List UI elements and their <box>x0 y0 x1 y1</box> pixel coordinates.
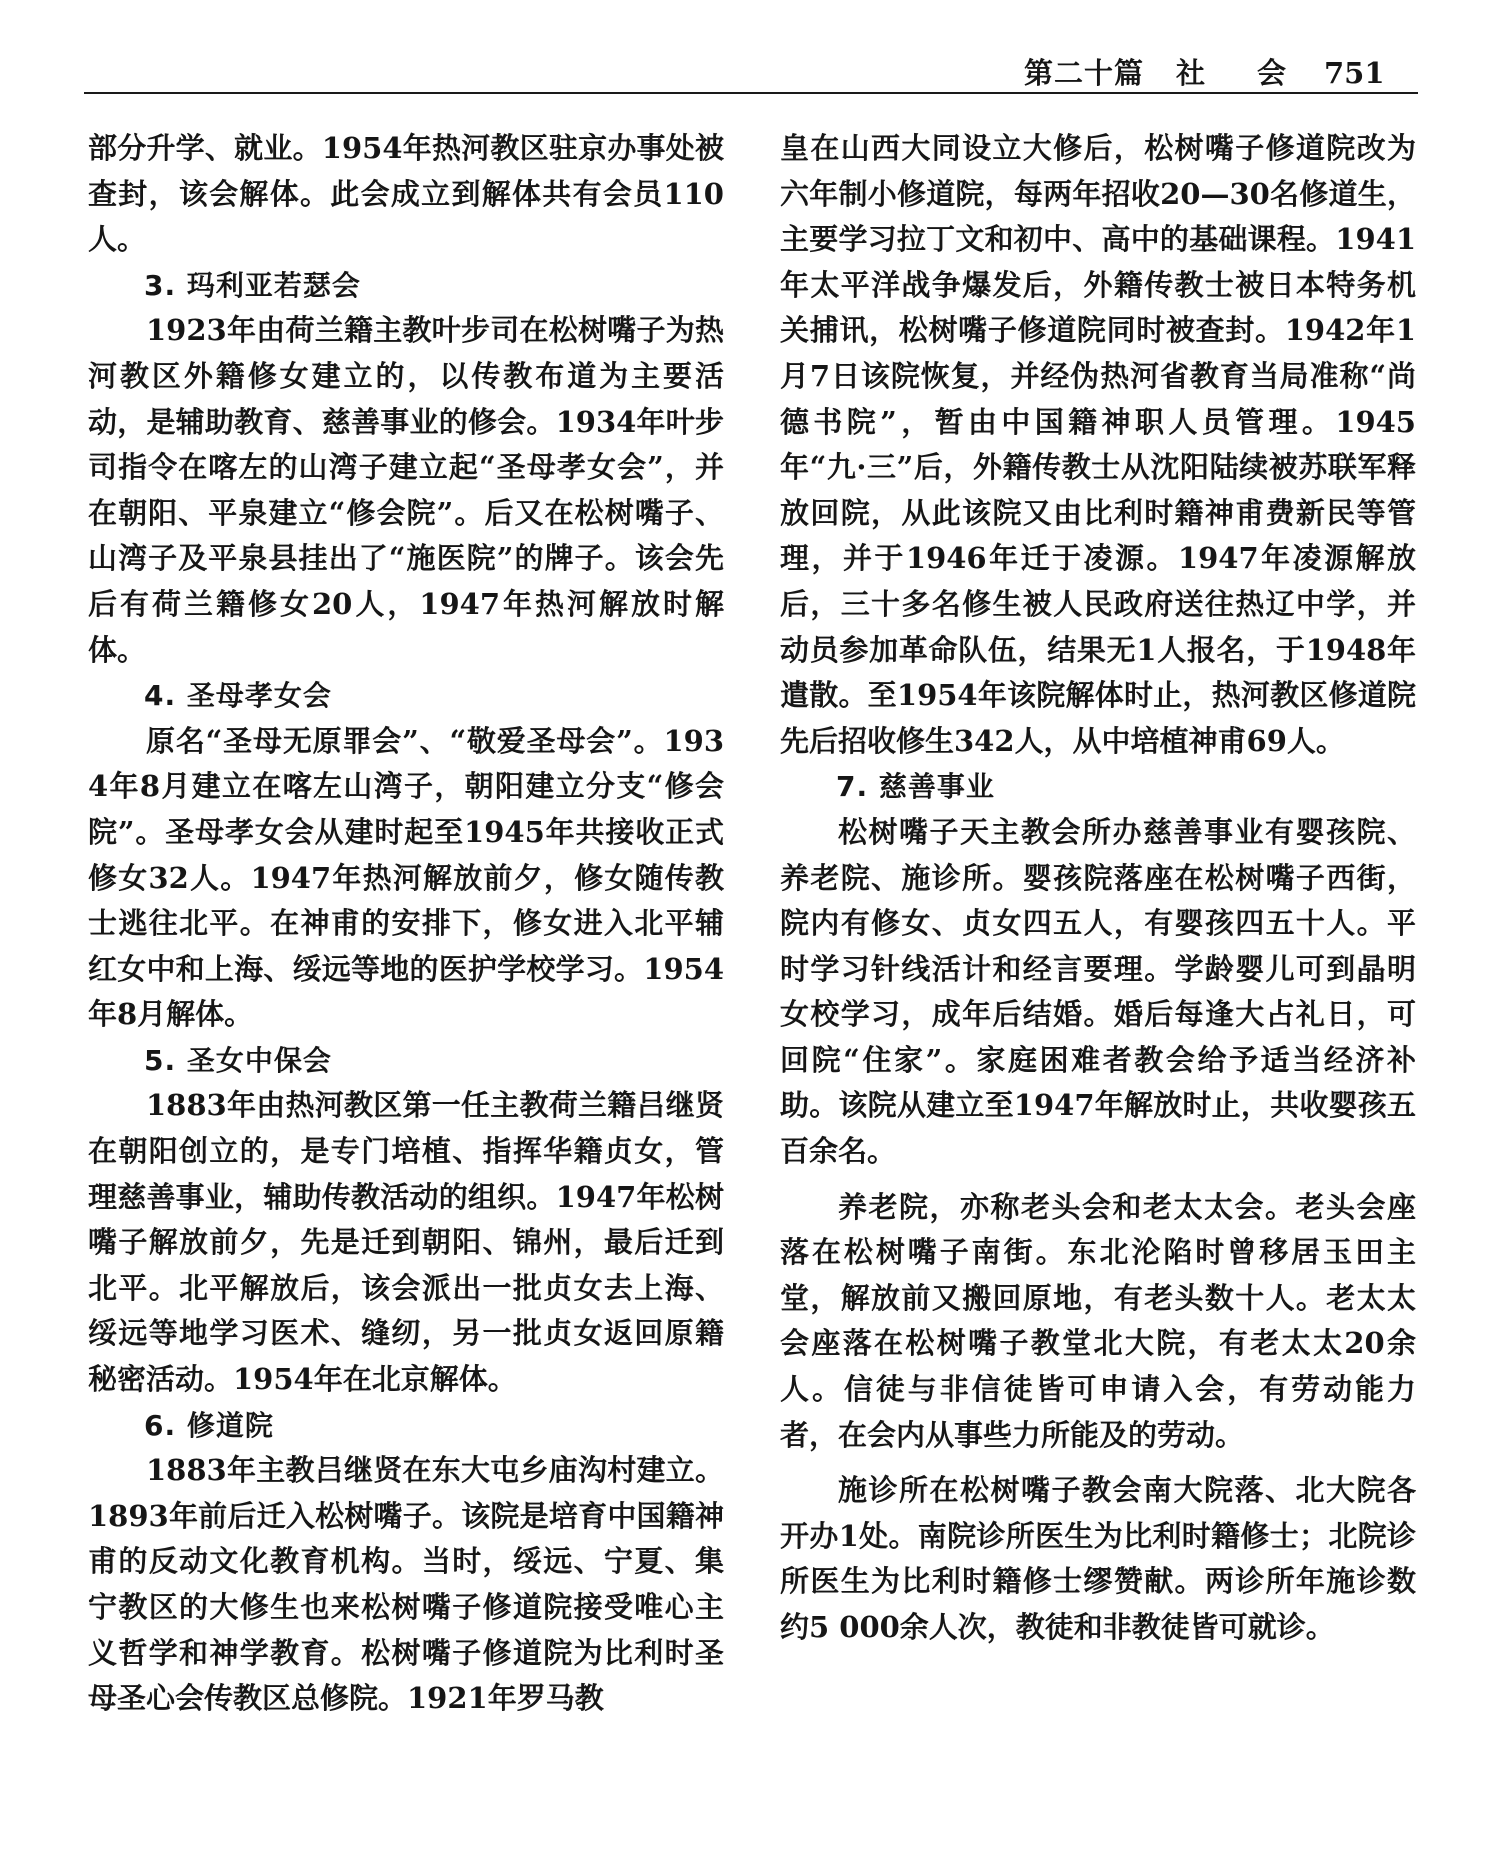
running-head <box>1024 50 1384 96</box>
section-4-paragraph: 原名“圣母无原罪会”、“敬爱圣母会”。1934年8月建立在喀左山湾子，朝阳建立分支“修会院”。圣母孝女会从建时起至1945年共接收正式修女32人。1947年热河解放前夕，修女随传教士逃往北平。在神甫的安排下，修女进入北平辅红女中和上海、绥远等地的医护学校学习。1954年8月解体。 <box>88 723 724 1032</box>
section-7-paragraph-3: 施诊所在松树嘴子教会南大院落、北大院各开办1处。南院诊所医生为比利时籍修士；北院诊所医生为比利时籍修士缪赞献。两诊所年施诊数约5 000余人次，教徒和非教徒皆可就诊。 <box>780 1473 1416 1644</box>
section-7-paragraph-1: 松树嘴子天主教会所办慈善事业有婴孩院、养老院、施诊所。婴孩院落座在松树嘴子西街，院内有修女、贞女四五人，有婴孩四五十人。平时学习针线活计和经言要理。学龄婴儿可到晶明女校学习，成年后结婚。婚后每逢大占礼日，可回院“住家”。家庭困难者教会给予适当经济补助。该院从建立至1947年解放时止，共收婴孩五百余名。 <box>780 814 1416 1169</box>
section-heading-6: 6. 修道院 <box>144 1408 274 1442</box>
section-heading-7: 7. 慈善事业 <box>836 770 995 804</box>
section-heading-4: 4. 圣母孝女会 <box>144 679 332 713</box>
section-6-paragraph: 1883年主教吕继贤在东大屯乡庙沟村建立。1893年前后迁入松树嘴子。该院是培育中国籍神甫的反动文化教育机构。当时，绥远、宁夏、集宁教区的大修生也来松树嘴子修道院接受唯心主义哲学和神学教育。松树嘴子修道院为比利时圣母圣心会传教区总修院。1921年罗马教 <box>88 1453 724 1716</box>
chapter-title: 第二十篇 <box>1024 56 1145 90</box>
header-rule <box>84 92 1418 94</box>
section-3-paragraph: 1923年由荷兰籍主教叶步司在松树嘴子为热河教区外籍修女建立的，以传教布道为主要活动，是辅助教育、慈善事业的修会。1934年叶步司指令在喀左的山湾子建立起“圣母孝女会”，并在朝阳、平泉建立“修会院”。后又在松树嘴子、山湾子及平泉县挂出了“施医院”的牌子。该会先后有荷兰籍修女20人，1947年热河解放时解体。 <box>88 313 724 667</box>
section-5-paragraph: 1883年由热河教区第一任主教荷兰籍吕继贤在朝阳创立的，是专门培植、指挥华籍贞女，管理慈善事业，辅助传教活动的组织。1947年松树嘴子解放前夕，先是迁到朝阳、锦州，最后迁到北平。北平解放后，该会派出一批贞女去上海、绥远等地学习医术、缝纫，另一批贞女返回原籍秘密活动。1954年在北京解体。 <box>88 1088 724 1397</box>
section-heading-5: 5. 圣女中保会 <box>144 1043 332 1077</box>
section-7-paragraph-2: 养老院，亦称老头会和老太太会。老头会座落在松树嘴子南街。东北沦陷时曾移居玉田主堂，解放前又搬回原地，有老头数十人。老太太会座落在松树嘴子教堂北大院，有老太太20余人。信徒与非信徒皆可申请入会，有劳动能力者，在会内从事些力所能及的劳动。 <box>780 1189 1416 1452</box>
paragraph-continued: 部分升学、就业。1954年热河教区驻京办事处被查封，该会解体。此会成立到解体共有会员110人。 <box>88 131 724 257</box>
section-title: 社会 <box>1176 56 1339 90</box>
section-6-paragraph-continued: 皇在山西大同设立大修后，松树嘴子修道院改为六年制小修道院，每两年招收20—30名修道生，主要学习拉丁文和初中、高中的基础课程。1941年太平洋战争爆发后，外籍传教士被日本特务机关捕讯，松树嘴子修道院同时被查封。1942年1月7日该院恢复，并经伪热河省教育当局准称“尚德书院”，暂由中国籍神职人员管理。1945年“九·三”后，外籍传教士从沈阳陆续被苏联军释放回院，从此该院又由比利时籍神甫费新民等管理，并于1946年迁于凌源。1947年凌源解放后，三十多名修生被人民政府送往热辽中学，并动员参加革命队伍，结果无1人报名，于1948年遣散。至1954年该院解体时止，热河教区修道院先后招收修生342人，从中培植神甫69人。 <box>780 131 1416 758</box>
right-column <box>780 126 1416 1651</box>
page-number: 751 <box>1324 56 1385 90</box>
left-column <box>88 126 724 1722</box>
section-heading-3: 3. 玛利亚若瑟会 <box>144 268 361 302</box>
